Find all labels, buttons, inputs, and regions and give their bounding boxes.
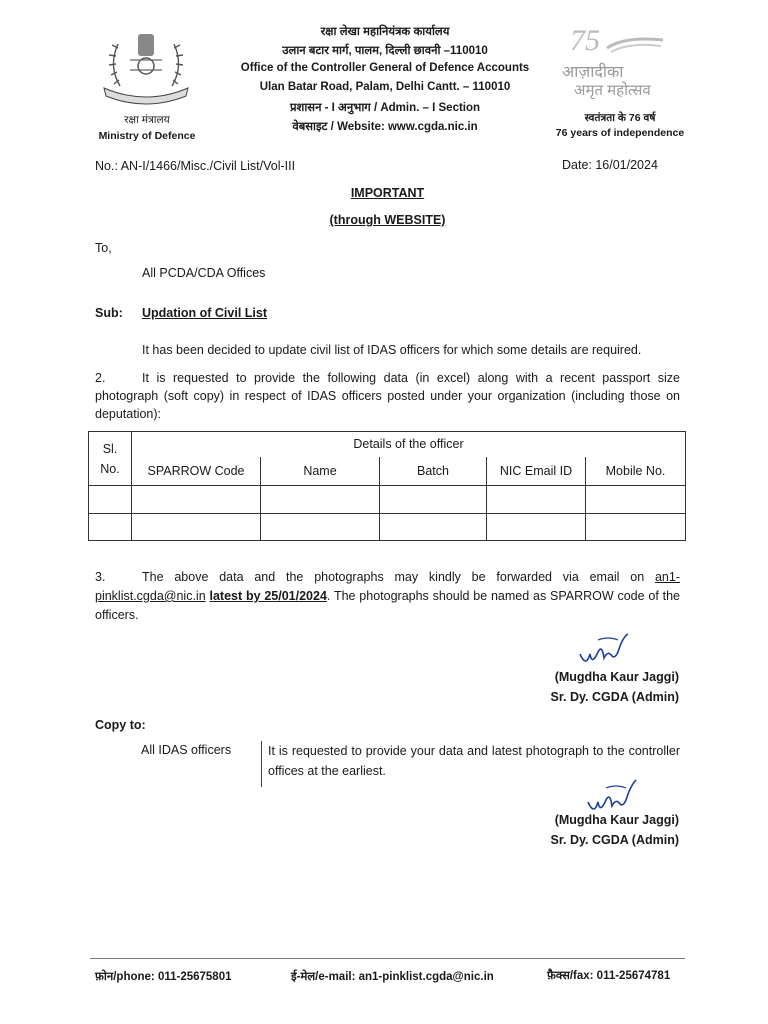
- copy-to-label: Copy to:: [95, 718, 146, 732]
- copy-divider: [261, 741, 262, 787]
- azadi-hindi-1: आज़ादीका: [562, 64, 624, 81]
- signatory-designation-1: Sr. Dy. CGDA (Admin): [550, 690, 679, 704]
- ministry-name: Ministry of Defence: [98, 130, 196, 142]
- officer-details-table: [88, 431, 686, 541]
- azadi-logo: [560, 24, 680, 110]
- footer-fax: फ़ैक्स/fax: 011-25674781: [547, 970, 671, 982]
- deadline: latest by 25/01/2024: [209, 589, 327, 603]
- copy-note: It is requested to provide your data and latest photograph to the controller offices at the earliest.: [268, 744, 680, 778]
- section-name: प्रशासन - I अनुभाग / Admin. – I Section: [289, 102, 481, 114]
- col-batch: Batch: [380, 457, 487, 486]
- footer-phone: फ़ोन/phone: 011-25675801: [95, 971, 232, 983]
- azadi-numeral: 75: [570, 24, 600, 57]
- address-hindi: उलान बटार मार्ग, पालम, दिल्ली छावनी –110010: [282, 45, 488, 57]
- paragraph-1: It has been decided to update civil list of IDAS officers for which some details are required.: [142, 343, 642, 357]
- memo-number: No.: AN-I/1466/Misc./Civil List/Vol-III: [95, 159, 296, 173]
- signatory-name-1: (Mugdha Kaur Jaggi): [554, 670, 679, 684]
- paragraph-2-text: It is requested to provide the following data (in excel) along with a recent passport size photograph (soft copy) in respect of IDAS officers posted under your organization (including those on deputation):: [95, 371, 680, 421]
- website-link[interactable]: वेबसाइट / Website: www.cgda.nic.in: [292, 121, 478, 133]
- azadi-hindi-2: अमृत महोत्सव: [574, 82, 651, 99]
- contact-email-link[interactable]: an1-pinklist.cgda@nic.in: [95, 570, 680, 603]
- memo-date: Date: 16/01/2024: [562, 158, 658, 172]
- years-english: 76 years of independence: [555, 127, 685, 139]
- office-name: Office of the Controller General of Defence Accounts: [240, 62, 530, 74]
- addressee: All PCDA/CDA Offices: [142, 266, 266, 280]
- paragraph-3-text-c: . The photographs should be named as SPARROW code of the officers.: [95, 589, 680, 622]
- paragraph-2: [95, 369, 680, 423]
- letterhead: [215, 24, 555, 138]
- through-website: (through WEBSITE): [329, 213, 446, 227]
- paragraph-2-number: 2.: [95, 371, 106, 385]
- table-row: [89, 486, 686, 514]
- signatory-designation-2: Sr. Dy. CGDA (Admin): [550, 833, 679, 847]
- signature-1: [578, 632, 638, 672]
- col-name: Name: [261, 457, 380, 486]
- office-address: Ulan Batar Road, Palam, Delhi Cantt. – 110010: [259, 81, 511, 93]
- paragraph-3-number: 3.: [95, 570, 106, 584]
- sl-line-1: Sl.: [102, 441, 118, 456]
- sl-no-header: [89, 432, 132, 486]
- subject-text: Updation of Civil List: [142, 306, 267, 320]
- col-sparrow-code: SPARROW Code: [132, 457, 261, 486]
- details-group-header: Details of the officer: [132, 432, 686, 457]
- copy-recipient: All IDAS officers: [141, 743, 232, 757]
- signatory-name-2: (Mugdha Kaur Jaggi): [554, 813, 679, 827]
- subject-label: Sub:: [95, 306, 123, 320]
- col-nic-email: NIC Email ID: [487, 457, 586, 486]
- flag-swoosh-icon: [605, 34, 665, 56]
- office-name-hindi: रक्षा लेखा महानियंत्रक कार्यालय: [320, 26, 450, 38]
- important-heading: IMPORTANT: [350, 186, 425, 200]
- emblem-icon: [100, 26, 192, 106]
- table-row: [89, 514, 686, 541]
- footer-email[interactable]: ई-मेल/e-mail: an1-pinklist.cgda@nic.in: [291, 971, 494, 983]
- sl-line-2: No.: [100, 461, 120, 476]
- footer-rule: [90, 958, 685, 959]
- paragraph-3: [95, 568, 680, 625]
- paragraph-3-text-a: The above data and the photographs may kindly be forwarded via email on: [142, 570, 655, 584]
- col-mobile: Mobile No.: [586, 457, 686, 486]
- to-label: To,: [95, 241, 112, 255]
- ministry-hindi: रक्षा मंत्रालय: [124, 114, 170, 126]
- years-hindi: स्वतंत्रता के 76 वर्ष: [584, 112, 656, 124]
